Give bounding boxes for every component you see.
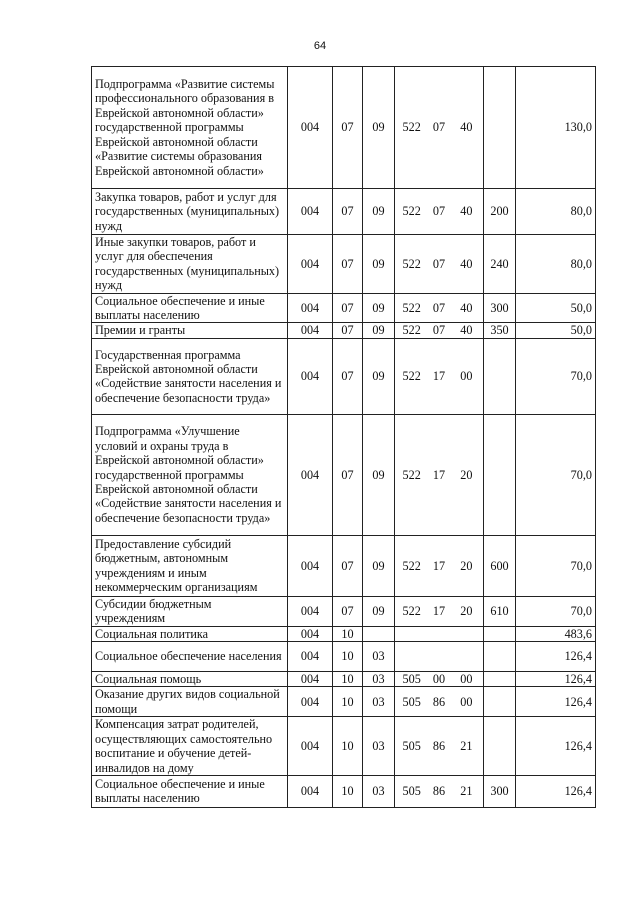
subsection-code: 03 bbox=[363, 775, 395, 807]
target-article-part: 522 bbox=[402, 323, 421, 338]
target-article-code bbox=[395, 293, 484, 323]
subsection-code: 03 bbox=[363, 642, 395, 672]
ministry-code: 004 bbox=[288, 323, 333, 338]
amount: 70,0 bbox=[516, 414, 596, 535]
subsection-code: 09 bbox=[363, 67, 395, 189]
table-row bbox=[92, 596, 596, 626]
ministry-code: 004 bbox=[288, 687, 333, 717]
target-article-part: 17 bbox=[432, 604, 446, 619]
expense-type-code: 200 bbox=[484, 189, 516, 235]
row-name: Иные закупки товаров, работ и услуг для обеспечения государственных (муниципальных) нужд bbox=[92, 235, 288, 294]
section-code: 10 bbox=[333, 672, 363, 687]
amount: 126,4 bbox=[516, 775, 596, 807]
target-article-code bbox=[395, 235, 484, 294]
target-article-code bbox=[395, 414, 484, 535]
row-name: Социальное обеспечение населения bbox=[92, 642, 288, 672]
target-article-code bbox=[395, 775, 484, 807]
subsection-code: 09 bbox=[363, 323, 395, 338]
section-code: 07 bbox=[333, 323, 363, 338]
section-code: 07 bbox=[333, 293, 363, 323]
target-article-part: 07 bbox=[432, 256, 446, 271]
amount: 70,0 bbox=[516, 535, 596, 596]
section-code: 10 bbox=[333, 687, 363, 717]
subsection-code: 03 bbox=[363, 687, 395, 717]
table-row bbox=[92, 67, 596, 189]
section-code: 07 bbox=[333, 189, 363, 235]
target-article-code bbox=[395, 323, 484, 338]
target-article-part: 00 bbox=[460, 694, 473, 709]
section-code: 10 bbox=[333, 717, 363, 776]
table-row bbox=[92, 338, 596, 414]
target-article-part: 505 bbox=[402, 738, 421, 753]
expense-type-code: 610 bbox=[484, 596, 516, 626]
table-row bbox=[92, 235, 596, 294]
target-article-part: 505 bbox=[402, 672, 421, 687]
target-article-part: 40 bbox=[460, 323, 473, 338]
expense-type-code bbox=[484, 338, 516, 414]
budget-table bbox=[91, 66, 596, 808]
row-name: Подпрограмма «Развитие системы профессионального образования в Еврейской автономной области» государственной программы Еврейской автономной области «Развитие системы образования Еврейской автономной области» bbox=[92, 67, 288, 189]
target-article-part: 522 bbox=[402, 604, 421, 619]
row-name: Социальное обеспечение и иные выплаты населению bbox=[92, 775, 288, 807]
ministry-code: 004 bbox=[288, 672, 333, 687]
expense-type-code: 300 bbox=[484, 775, 516, 807]
target-article-part: 20 bbox=[460, 558, 473, 573]
target-article-part: 07 bbox=[432, 300, 446, 315]
subsection-code bbox=[363, 626, 395, 641]
expense-type-code bbox=[484, 626, 516, 641]
amount: 50,0 bbox=[516, 293, 596, 323]
ministry-code: 004 bbox=[288, 235, 333, 294]
row-name: Предоставление субсидий бюджетным, автономным учреждениям и иным некоммерческим организациям bbox=[92, 535, 288, 596]
target-article-part: 07 bbox=[432, 323, 446, 338]
target-article-part: 17 bbox=[432, 369, 446, 384]
amount: 483,6 bbox=[516, 626, 596, 641]
ministry-code: 004 bbox=[288, 717, 333, 776]
subsection-code: 09 bbox=[363, 189, 395, 235]
table-row bbox=[92, 672, 596, 687]
target-article-part: 21 bbox=[460, 784, 473, 799]
expense-type-code bbox=[484, 67, 516, 189]
row-name: Оказание других видов социальной помощи bbox=[92, 687, 288, 717]
amount: 126,4 bbox=[516, 687, 596, 717]
ministry-code: 004 bbox=[288, 414, 333, 535]
target-article-part: 505 bbox=[402, 694, 421, 709]
amount: 80,0 bbox=[516, 189, 596, 235]
target-article-code bbox=[395, 338, 484, 414]
subsection-code: 09 bbox=[363, 596, 395, 626]
row-name: Субсидии бюджетным учреждениям bbox=[92, 596, 288, 626]
subsection-code: 09 bbox=[363, 293, 395, 323]
target-article-part: 522 bbox=[402, 558, 421, 573]
target-article-code bbox=[395, 687, 484, 717]
target-article-part: 17 bbox=[432, 558, 446, 573]
section-code: 10 bbox=[333, 642, 363, 672]
ministry-code: 004 bbox=[288, 596, 333, 626]
target-article-part: 40 bbox=[460, 120, 473, 135]
row-name: Компенсация затрат родителей, осуществляющих самостоятельно воспитание и обучение детей-инвалидов на дому bbox=[92, 717, 288, 776]
amount: 80,0 bbox=[516, 235, 596, 294]
amount: 50,0 bbox=[516, 323, 596, 338]
expense-type-code: 300 bbox=[484, 293, 516, 323]
target-article-part: 522 bbox=[402, 204, 421, 219]
target-article-code bbox=[395, 672, 484, 687]
subsection-code: 03 bbox=[363, 672, 395, 687]
row-name: Закупка товаров, работ и услуг для государственных (муниципальных) нужд bbox=[92, 189, 288, 235]
section-code: 07 bbox=[333, 535, 363, 596]
target-article-part: 86 bbox=[432, 738, 446, 753]
section-code: 07 bbox=[333, 67, 363, 189]
target-article-part: 00 bbox=[460, 369, 473, 384]
target-article-code bbox=[395, 535, 484, 596]
section-code: 10 bbox=[333, 775, 363, 807]
ministry-code: 004 bbox=[288, 775, 333, 807]
table-row bbox=[92, 414, 596, 535]
target-article-code bbox=[395, 717, 484, 776]
section-code: 10 bbox=[333, 626, 363, 641]
expense-type-code bbox=[484, 642, 516, 672]
target-article-part: 21 bbox=[460, 738, 473, 753]
table-row bbox=[92, 687, 596, 717]
table-row bbox=[92, 323, 596, 338]
target-article-code bbox=[395, 642, 484, 672]
target-article-part: 522 bbox=[402, 120, 421, 135]
table-row bbox=[92, 293, 596, 323]
table-row bbox=[92, 535, 596, 596]
target-article-part: 522 bbox=[402, 369, 421, 384]
expense-type-code bbox=[484, 414, 516, 535]
target-article-part: 522 bbox=[402, 300, 421, 315]
ministry-code: 004 bbox=[288, 67, 333, 189]
section-code: 07 bbox=[333, 338, 363, 414]
subsection-code: 09 bbox=[363, 535, 395, 596]
table-row bbox=[92, 189, 596, 235]
table-row bbox=[92, 717, 596, 776]
expense-type-code: 350 bbox=[484, 323, 516, 338]
subsection-code: 09 bbox=[363, 414, 395, 535]
ministry-code: 004 bbox=[288, 626, 333, 641]
subsection-code: 09 bbox=[363, 338, 395, 414]
amount: 70,0 bbox=[516, 596, 596, 626]
target-article-part: 40 bbox=[460, 256, 473, 271]
amount: 126,4 bbox=[516, 717, 596, 776]
section-code: 07 bbox=[333, 596, 363, 626]
row-name: Государственная программа Еврейской автономной области «Содействие занятости населения и обеспечение безопасности труда» bbox=[92, 338, 288, 414]
expense-type-code: 600 bbox=[484, 535, 516, 596]
page-number: 64 bbox=[313, 40, 327, 52]
expense-type-code bbox=[484, 717, 516, 776]
target-article-part: 17 bbox=[432, 467, 446, 482]
target-article-part: 40 bbox=[460, 300, 473, 315]
ministry-code: 004 bbox=[288, 293, 333, 323]
target-article-code bbox=[395, 596, 484, 626]
table-row bbox=[92, 775, 596, 807]
ministry-code: 004 bbox=[288, 535, 333, 596]
target-article-part: 86 bbox=[432, 694, 446, 709]
target-article-part: 07 bbox=[432, 204, 446, 219]
target-article-code bbox=[395, 189, 484, 235]
table-row bbox=[92, 626, 596, 641]
expense-type-code bbox=[484, 672, 516, 687]
amount: 70,0 bbox=[516, 338, 596, 414]
amount: 126,4 bbox=[516, 642, 596, 672]
ministry-code: 004 bbox=[288, 642, 333, 672]
amount: 130,0 bbox=[516, 67, 596, 189]
row-name: Социальная политика bbox=[92, 626, 288, 641]
target-article-part: 20 bbox=[460, 604, 473, 619]
subsection-code: 09 bbox=[363, 235, 395, 294]
ministry-code: 004 bbox=[288, 189, 333, 235]
target-article-part: 86 bbox=[432, 784, 446, 799]
section-code: 07 bbox=[333, 414, 363, 535]
target-article-part: 505 bbox=[402, 784, 421, 799]
expense-type-code bbox=[484, 687, 516, 717]
target-article-part: 00 bbox=[432, 672, 446, 687]
table-row bbox=[92, 642, 596, 672]
row-name: Социальное обеспечение и иные выплаты населению bbox=[92, 293, 288, 323]
subsection-code: 03 bbox=[363, 717, 395, 776]
target-article-part: 522 bbox=[402, 256, 421, 271]
section-code: 07 bbox=[333, 235, 363, 294]
target-article-part: 07 bbox=[432, 120, 446, 135]
target-article-part: 00 bbox=[460, 672, 473, 687]
expense-type-code: 240 bbox=[484, 235, 516, 294]
row-name: Премии и гранты bbox=[92, 323, 288, 338]
row-name: Подпрограмма «Улучшение условий и охраны труда в Еврейской автономной области» государственной программы Еврейской автономной области «Содействие занятости населения и обеспечение безопасности труда» bbox=[92, 414, 288, 535]
target-article-part: 522 bbox=[402, 467, 421, 482]
target-article-part: 20 bbox=[460, 467, 473, 482]
target-article-code bbox=[395, 626, 484, 641]
row-name: Социальная помощь bbox=[92, 672, 288, 687]
amount: 126,4 bbox=[516, 672, 596, 687]
target-article-code bbox=[395, 67, 484, 189]
ministry-code: 004 bbox=[288, 338, 333, 414]
target-article-part: 40 bbox=[460, 204, 473, 219]
